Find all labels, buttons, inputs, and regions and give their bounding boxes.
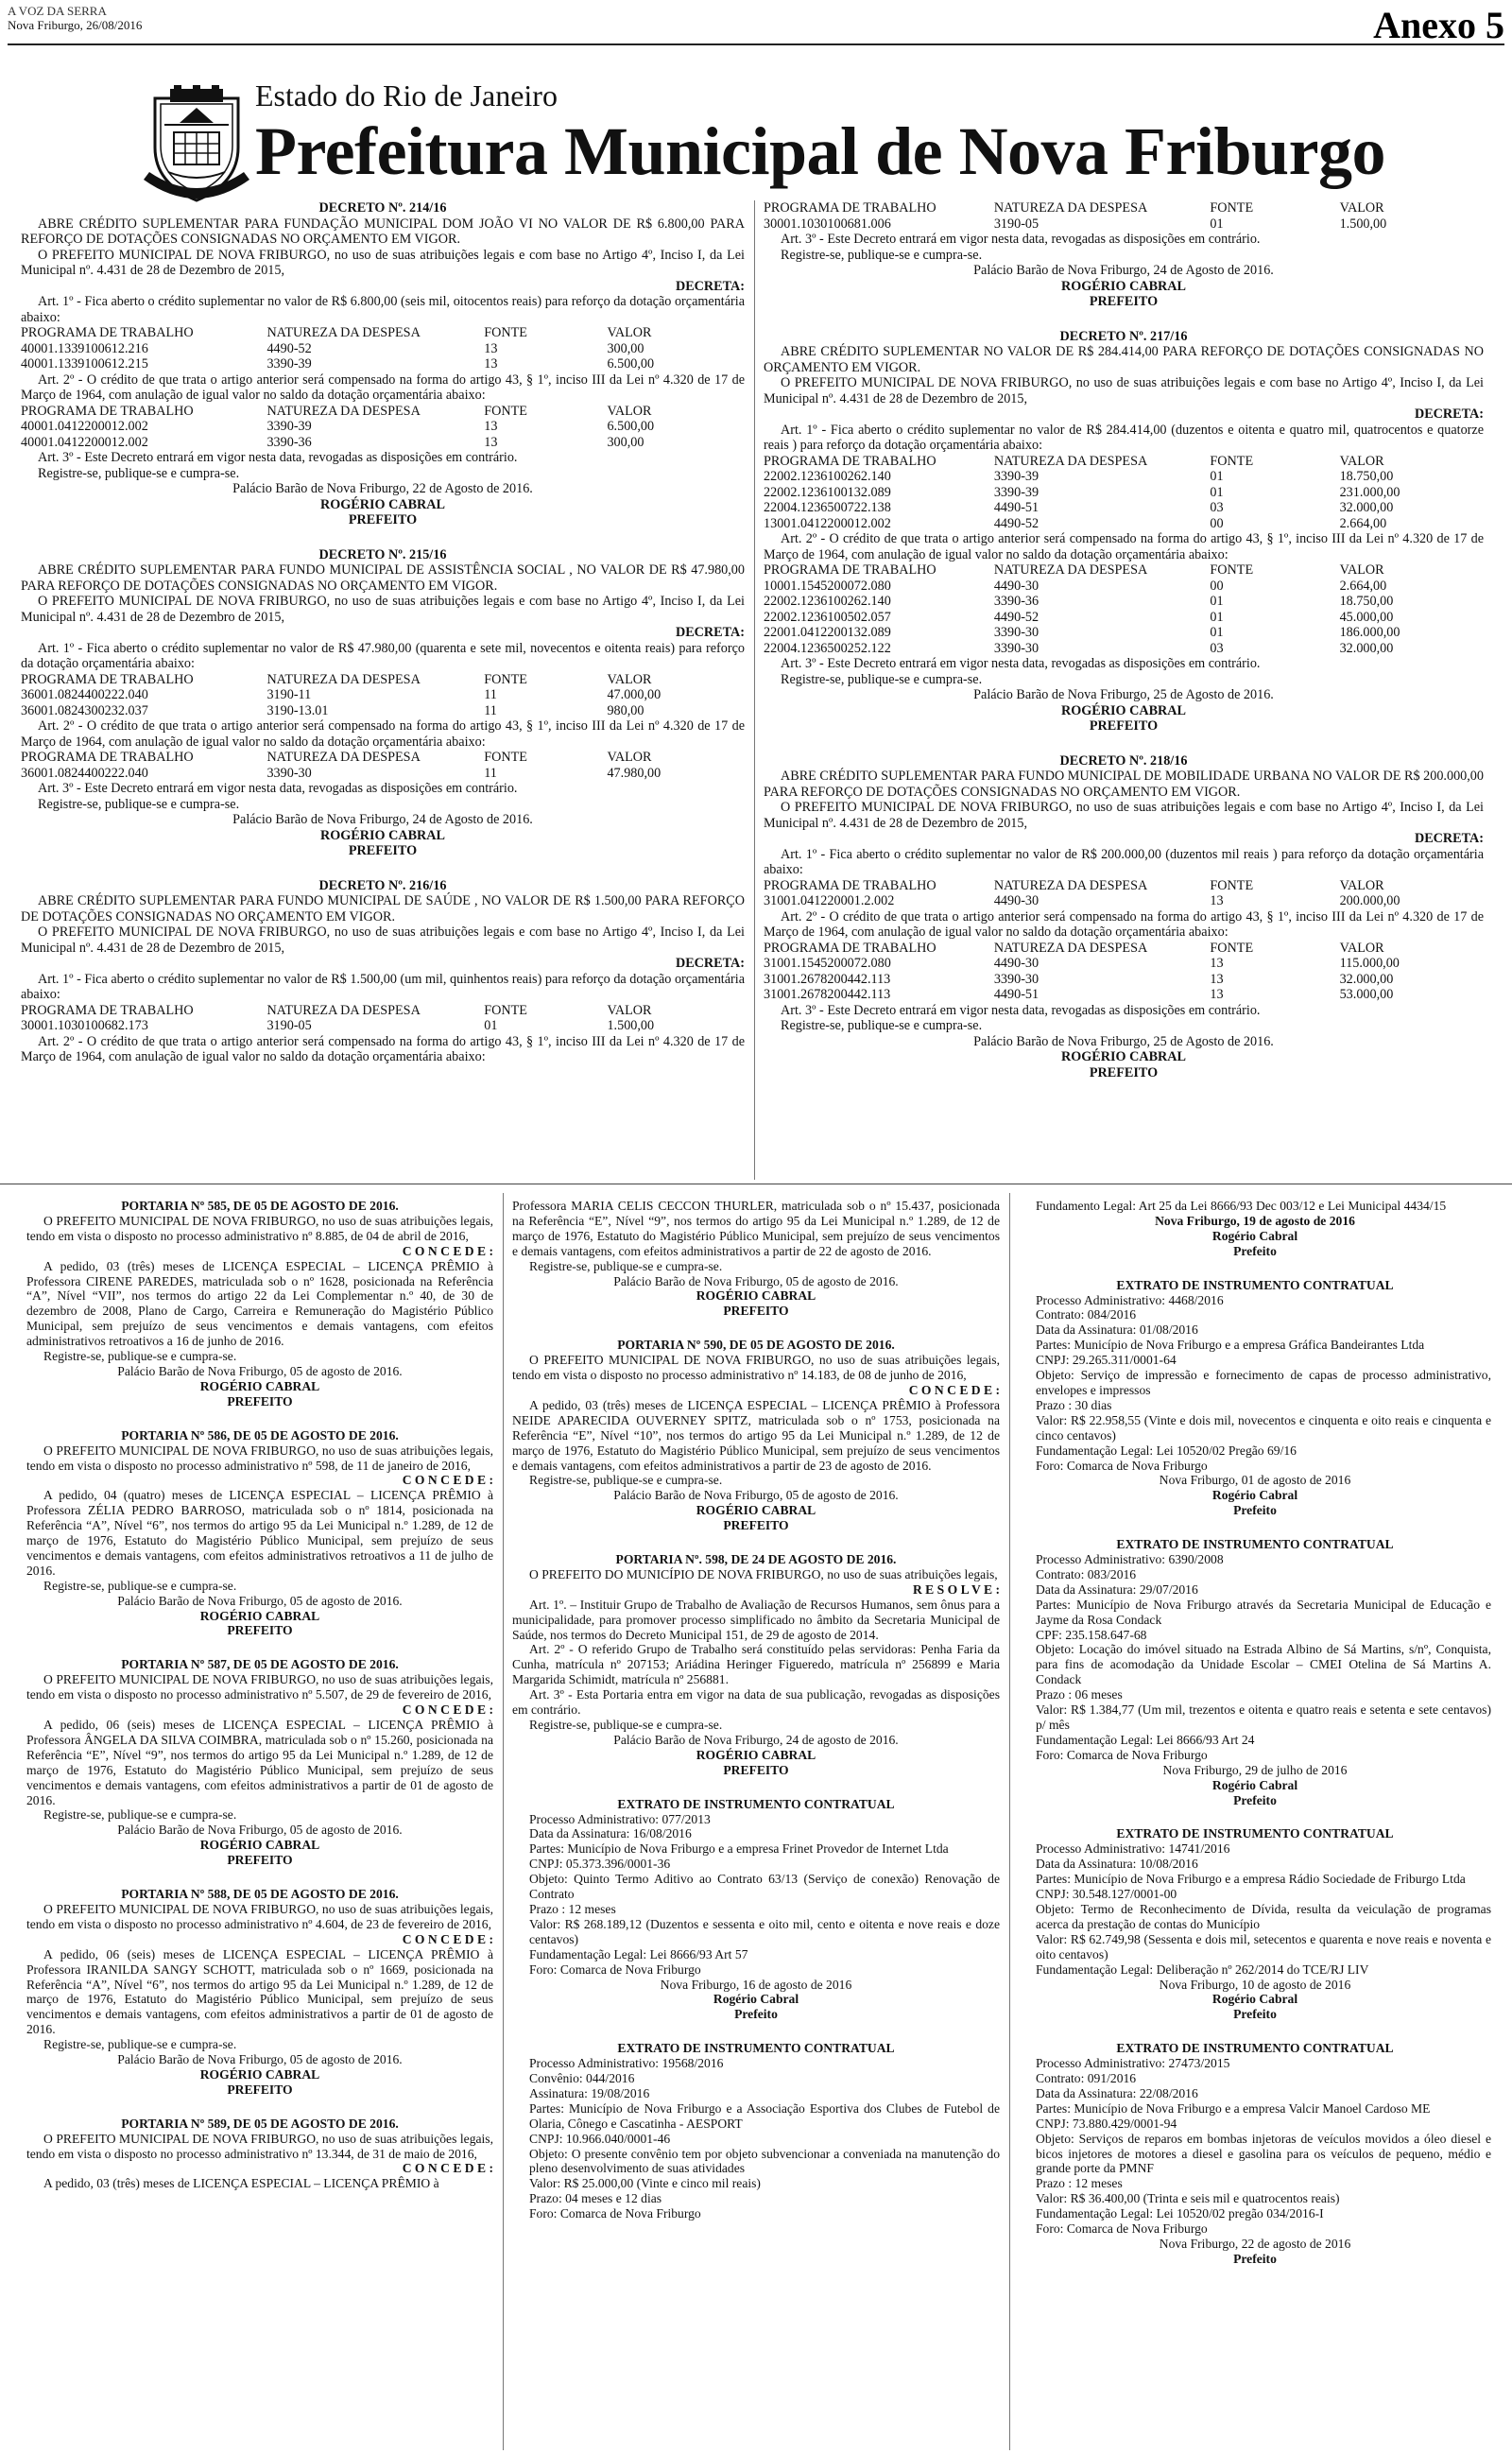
city-hall-title: Prefeitura Municipal de Nova Friburgo (255, 113, 1386, 189)
portaria-588-preamble: O PREFEITO MUNICIPAL DE NOVA FRIBURGO, no uso de suas atribuições legais, tendo em vista o disposto no processo administrativo nº 4.604, de 23 de fevereiro de 2016, (26, 1901, 493, 1931)
table-header: PROGRAMA DE TRABALHO NATUREZA DA DESPESA FONTE VALOR (764, 877, 1384, 893)
table-row: 22002.1236100262.140 3390-36 01 18.750,00 (764, 594, 1394, 609)
registre-line: Registre-se, publique-se e cumpra-se. (43, 1578, 237, 1593)
decree-216-table-2 (764, 200, 1484, 232)
decree-218-table-2 (764, 941, 1484, 1003)
registre-line: Registre-se, publique-se e cumpra-se. (43, 1349, 237, 1364)
signer-name: Rogério Cabral (713, 1992, 799, 2007)
table-header: PROGRAMA DE TRABALHO NATUREZA DA DESPESA FONTE VALOR (764, 562, 1384, 578)
fundamento-legal: Fundamento Legal: Art 25 da Lei 8666/93 Dec 003/12 e Lei Municipal 4434/15 (1036, 1199, 1447, 1213)
signer-name: ROGÉRIO CABRAL (319, 496, 446, 512)
portaria-586-title: PORTARIA Nº 586, DE 05 DE AGOSTO DE 2016. (121, 1427, 399, 1443)
table-header: PROGRAMA DE TRABALHO NATUREZA DA DESPESA FONTE VALOR (764, 200, 1384, 216)
portaria-587-title: PORTARIA Nº 587, DE 05 DE AGOSTO DE 2016. (121, 1657, 399, 1672)
decree-217-art1: Art. 1º - Fica aberto o crédito suplementar no valor de R$ 284.414,00 (duzentos e oitenta e quatro mil, quatrocentos e quatorze reais ) para reforço da dotação orçamentária abaixo: (764, 422, 1484, 453)
signer-name: ROGÉRIO CABRAL (199, 1378, 320, 1393)
portaria-586-body: A pedido, 04 (quatro) meses de LICENÇA ESPECIAL – LICENÇA PRÊMIO à Professora ZÉLIA PEDRO BARROSO, matriculada sob o nº 1814, posicionada na Referência “A”, Nível “6”, nos termos do artigo 95 da Lei Municipal n.º 1.289, de 12 de março de 1976, Estatuto do Magistério Público Municipal, sem prejuízo de seus vencimentos e demais vantagens, com efeitos administrativos retroativos a 11 de julho de 2016. (26, 1488, 493, 1578)
decree-218-date: Palácio Barão de Nova Friburgo, 25 de Agosto de 2016. (973, 1033, 1274, 1049)
signer-name: ROGÉRIO CABRAL (319, 827, 446, 843)
registre-line: Registre-se, publique-se e cumpra-se. (781, 1018, 983, 1033)
portaria-598-title: PORTARIA Nº. 598, DE 24 DE AGOSTO DE 2016. (615, 1552, 897, 1567)
top-bar (8, 4, 1504, 45)
signer-role: PREFEITO (348, 843, 418, 858)
decree-214-title: DECRETO Nº. 214/16 (318, 200, 447, 216)
extract-6-date: Nova Friburgo, 22 de agosto de 2016 (1159, 2237, 1351, 2251)
signer-role: PREFEITO (227, 2082, 293, 2097)
decree-214-art3: Art. 3º - Este Decreto entrará em vigor nesta data, revogadas as disposições em contrário. (38, 450, 518, 465)
signer-role: PREFEITO (227, 1853, 293, 1868)
signer-name: ROGÉRIO CABRAL (199, 1838, 320, 1853)
decree-214-table-1 (21, 325, 745, 372)
decree-215-title: DECRETO Nº. 215/16 (318, 546, 447, 562)
signer-name: Rogério Cabral (1211, 1488, 1298, 1503)
annex-label: Anexo 5 (1373, 4, 1504, 46)
table-header (21, 325, 745, 341)
table-row: 40001.1339100612.216 4490-52 13 300,00 (21, 340, 644, 356)
portaria-589-body: A pedido, 03 (três) meses de LICENÇA ESPECIAL – LICENÇA PRÊMIO à (43, 2176, 439, 2191)
concede-label: C O N C E D E : (402, 1931, 493, 1946)
signer-name: ROGÉRIO CABRAL (696, 1503, 816, 1518)
table-row: 30001.1030100681.006 3190-05 01 1.500,00 (764, 216, 1387, 232)
registre-line: Registre-se, publique-se e cumpra-se. (781, 671, 983, 687)
portaria-590-title: PORTARIA Nº 590, DE 05 DE AGOSTO DE 2016. (617, 1338, 895, 1353)
signer-name: Rogério Cabral (1211, 1992, 1298, 2007)
table-row: 36001.0824300232.037 3190-13.01 11 980,00 (21, 702, 644, 718)
column-divider (1009, 1193, 1010, 2450)
column-divider (754, 200, 755, 1180)
decree-214-ementa: ABRE CRÉDITO SUPLEMENTAR PARA FUNDAÇÃO MUNICIPAL DOM JOÃO VI NO VALOR DE R$ 6.800,00 PARA REFORÇO DE DOTAÇÕES CONSIGNADAS NO ORÇAMENTO EM VIGOR. (21, 216, 745, 247)
decree-218-art3: Art. 3º - Este Decreto entrará em vigor nesta data, revogadas as disposições em contrário. (781, 1002, 1261, 1018)
decree-217-table-2 (764, 562, 1484, 656)
decree-215-table-1 (21, 672, 745, 719)
table-row: 22004.1236500252.122 3390-30 03 32.000,00 (764, 640, 1394, 656)
portaria-587-body: A pedido, 06 (seis) meses de LICENÇA ESPECIAL – LICENÇA PRÊMIO à Professora ÂNGELA DA SILVA COIMBRA, matriculada sob o nº 15.260, posicionada na Referência “E”, Nível “9”, nos termos do artigo 95 da Lei Municipal n.º 1.289, de 12 de março de 1976, Estatuto do Magistério Público Municipal, sem prejuízo de seus vencimentos e demais vantagens, com efeitos administrativos a partir de 01 de agosto de 2016. (26, 1718, 493, 1807)
decree-216-art1: Art. 1º - Fica aberto o crédito suplementar no valor de R$ 1.500,00 (um mil, quinhentos reais) para reforço da dotação orçamentária abaixo: (21, 971, 745, 1002)
portaria-587-date: Palácio Barão de Nova Friburgo, 05 de agosto de 2016. (117, 1823, 403, 1838)
portaria-598-art3: Art. 3º - Esta Portaria entra em vigor na data de sua publicação, revogadas as disposições em contrário. (512, 1687, 1000, 1718)
extract-2-lines: Processo Administrativo: 19568/2016 Convênio: 044/2016 Assinatura: 19/08/2016 Partes: Município de Nova Friburgo e a Associação Esportiva dos Clubes de Futebol de Olaria, Cônego e Cascatinha - AESPORT CNPJ: 10.966.040/0001-46 Objeto: O presente convênio tem por objeto subvencionar a conveniada na manutenção do pleno desenvolvimento de suas atividades Valor: R$ 25.000,00 (Vinte e cinco mil reais) Prazo: 04 meses e 12 dias Foro: Comarca de Nova Friburgo (529, 2056, 1000, 2221)
signer-role: Prefeito (1233, 1243, 1277, 1258)
portaria-585-date: Palácio Barão de Nova Friburgo, 05 de agosto de 2016. (117, 1363, 403, 1378)
col-valor: VALOR (607, 325, 652, 340)
portaria-598-preamble: O PREFEITO DO MUNICÍPIO DE NOVA FRIBURGO, no uso de suas atribuições legais, (529, 1566, 998, 1581)
signer-role: Prefeito (1233, 1503, 1277, 1518)
newspaper-date: Nova Friburgo, 26/08/2016 (8, 18, 143, 32)
table-row: 22002.1236100262.140 3390-39 01 18.750,00 (764, 469, 1394, 484)
decree-214-table-2 (21, 404, 745, 451)
signer-name: ROGÉRIO CABRAL (1060, 702, 1187, 718)
column-divider (503, 1193, 504, 2450)
portaria-589-preamble: O PREFEITO MUNICIPAL DE NOVA FRIBURGO, no uso de suas atribuições legais, tendo em vista o disposto no processo administrativo nº 13.344, de 31 de maio de 2016, (26, 2131, 493, 2161)
decreta-label: DECRETA: (675, 278, 745, 294)
portaria-590-preamble: O PREFEITO MUNICIPAL DE NOVA FRIBURGO, no uso de suas atribuições legais, tendo em vista o disposto no processo administrativo nº 14.183, de 08 de junho de 2016, (512, 1353, 1000, 1383)
decree-216-table-1 (21, 1003, 745, 1034)
col-natureza: NATUREZA DA DESPESA (266, 325, 421, 340)
extract-1-lines: Processo Administrativo: 077/2013 Data da Assinatura: 16/08/2016 Partes: Município de Nova Friburgo e a empresa Frinet Provedor de Internet Ltda CNPJ: 05.373.396/0001-36 Objeto: Quinto Termo Aditivo ao Contrato 63/13 (Serviço de conexão) Renovação de Contrato Prazo : 12 meses Valor: R$ 268.189,12 (Duzentos e sessenta e oito mil, cento e oitenta e nove reais e doze centavos) Fundamentação Legal: Lei 8666/93 Art 57 Foro: Comarca de Nova Friburgo (529, 1811, 1000, 1977)
registre-line: Registre-se, publique-se e cumpra-se. (43, 2037, 237, 2052)
table-row: 10001.1545200072.080 4490-30 00 2.664,00 (764, 578, 1387, 594)
table-header: PROGRAMA DE TRABALHO NATUREZA DA DESPESA FONTE VALOR (764, 940, 1384, 956)
signer-role: PREFEITO (1089, 1064, 1159, 1080)
extract-3-lines: Processo Administrativo: 4468/2016 Contrato: 084/2016 Data da Assinatura: 01/08/2016 Partes: Município de Nova Friburgo e a empresa Gráfica Bandeirantes Ltda CNPJ: 29.265.311/0001-64 Objeto: Serviço de impressão e fornecimento de capas de processo administrativo, envelopes e impressos Prazo : 30 dias Valor: R$ 22.958,55 (Vinte e dois mil, novecentos e cinquenta e oito reais e cinquenta e cinco centavos) Fundamentação Legal: Lei 10520/02 Pregão 69/16 Foro: Comarca de Nova Friburgo (1036, 1292, 1491, 1473)
extract-5-title: EXTRATO DE INSTRUMENTO CONTRATUAL (1116, 1826, 1394, 1841)
decree-215-table-2 (21, 750, 745, 781)
decree-217-table-1 (764, 454, 1484, 532)
table-row: 31001.041220001.2.002 4490-30 13 200.000,00 (764, 893, 1400, 908)
table-header: PROGRAMA DE TRABALHO NATUREZA DA DESPESA FONTE VALOR (21, 403, 652, 419)
extract-4-lines: Processo Administrativo: 6390/2008 Contrato: 083/2016 Data da Assinatura: 29/07/2016 Partes: Município de Nova Friburgo através da Secretaria Municipal de Educação e Jayme da Rosa Condack CPF: 235.158.647-68 Objeto: Locação do imóvel situado na Estrada Albino de Sá Martins, s/nº, Conquista, para fins de acomodação da Unidade Escolar – CMEI Otelina de Sá Martins A. Condack Prazo : 06 meses Valor: R$ 1.384,77 (Um mil, trezentos e oitenta e quatro reais e setenta e sete centavos) p/ mês Fundamentação Legal: Lei 8666/93 Art 24 Foro: Comarca de Nova Friburgo (1036, 1552, 1491, 1762)
table-row: 40001.0412200012.002 3390-39 13 6.500,00 (21, 419, 655, 434)
decree-214-art1: Art. 1º - Fica aberto o crédito suplementar no valor de R$ 6.800,00 (seis mil, oitocentos reais) para reforço da dotação orçamentária abaixo: (21, 294, 745, 325)
decreta-label: DECRETA: (1414, 831, 1484, 846)
table-row: 31001.2678200442.113 3390-30 13 32.000,00 (764, 971, 1394, 987)
signer-name: ROGÉRIO CABRAL (1060, 1049, 1187, 1064)
signer-role: PREFEITO (723, 1518, 789, 1533)
registre-line: Registre-se, publique-se e cumpra-se. (529, 1473, 723, 1488)
extract-6-title: EXTRATO DE INSTRUMENTO CONTRATUAL (1116, 2041, 1394, 2056)
registre-line: Registre-se, publique-se e cumpra-se. (38, 465, 240, 481)
signer-name: ROGÉRIO CABRAL (1060, 278, 1187, 294)
decrees-column-right (764, 200, 1484, 1182)
decree-216-art2: Art. 2º - O crédito de que trata o artigo anterior será compensado na forma do artigo 43, § 1º, inciso III da Lei nº 4.320 de 17 de Março de 1964, com anulação de igual valor no saldo da dotação orçamentária abaixo: (21, 1033, 745, 1064)
decree-215-art3: Art. 3º - Este Decreto entrará em vigor nesta data, revogadas as disposições em contrário. (38, 781, 518, 796)
decrees-column-left (21, 200, 745, 1182)
decree-216-title: DECRETO Nº. 216/16 (318, 877, 447, 893)
portaria-598-art1: Art. 1º. – Instituir Grupo de Trabalho de Avaliação de Recursos Humanos, sem ônus para a municipalidade, para promover processo simplificado no âmbito da Secretaria Municipal de Saúde, nos termos do Decreto Municipal 151, de 29 de agosto de 2014. (512, 1597, 1000, 1642)
portaria-589-continuation: Professora MARIA CELIS CECCON THURLER, matriculada sob o nº 15.437, posicionada na Referência “E”, Nível “9”, nos termos do artigo 95 da Lei Municipal n.º 1.289, de 12 de março de 1976, Estatuto do Magistério Público Municipal, sem prejuízo de seus vencimentos e demais vantagens, com efeitos administrativos a partir de 22 de agosto de 2016. (512, 1199, 1000, 1258)
portaria-585-preamble: O PREFEITO MUNICIPAL DE NOVA FRIBURGO, no uso de suas atribuições legais, tendo em vista o disposto no processo administrativo nº 8.885, de 04 de abril de 2016, (26, 1213, 493, 1243)
extract-3-title: EXTRATO DE INSTRUMENTO CONTRATUAL (1116, 1277, 1394, 1292)
city-crest-icon (142, 85, 251, 208)
table-row: 31001.2678200442.113 4490-51 13 53.000,00 (764, 987, 1394, 1002)
decree-215-preamble: O PREFEITO MUNICIPAL DE NOVA FRIBURGO, no uso de suas atribuições legais e com base no Artigo 4º, Inciso I, da Lei Municipal nº. 4.431 de 28 de Dezembro de 2015, (21, 594, 745, 625)
table-row: 22004.1236500722.138 4490-51 03 32.000,00 (764, 500, 1394, 515)
table-row: 22002.1236100502.057 4490-52 01 45.000,00 (764, 609, 1394, 625)
signer-name: ROGÉRIO CABRAL (199, 1608, 320, 1623)
signer-name: ROGÉRIO CABRAL (696, 1288, 816, 1304)
table-row: 22002.1236100132.089 3390-39 01 231.000,00 (764, 484, 1400, 500)
decree-216-ementa: ABRE CRÉDITO SUPLEMENTAR PARA FUNDO MUNICIPAL DE SAÚDE , NO VALOR DE R$ 1.500,00 PARA REFORÇO DE DOTAÇÕES CONSIGNADAS NO ORÇAMENTO EM VIGOR. (21, 893, 745, 925)
decree-218-art2: Art. 2º - O crédito de que trata o artigo anterior será compensado na forma do artigo 43, § 1º, inciso III da Lei nº 4.320 de 17 de Março de 1964, com anulação de igual valor no saldo da dotação orçamentária abaixo: (764, 908, 1484, 940)
portaria-589-date: Palácio Barão de Nova Friburgo, 05 de agosto de 2016. (613, 1273, 899, 1288)
decree-214-preamble: O PREFEITO MUNICIPAL DE NOVA FRIBURGO, no uso de suas atribuições legais e com base no Artigo 4º, Inciso I, da Lei Municipal nº. 4.431 de 28 de Dezembro de 2015, (21, 247, 745, 278)
decree-215-art1: Art. 1º - Fica aberto o crédito suplementar no valor de R$ 47.980,00 (quarenta e sete mil, novecentos e oitenta reais) para reforço da dotação orçamentária abaixo: (21, 640, 745, 671)
decree-217-title: DECRETO Nº. 217/16 (1059, 328, 1188, 344)
extract-6-lines: Processo Administrativo: 27473/2015 Contrato: 091/2016 Data da Assinatura: 22/08/2016 Partes: Município de Nova Friburgo e a empresa Valcir Manoel Cardoso ME CNPJ: 73.880.429/0001-94 Objeto: Serviços de reparos em bombas injetoras de veículos movidos a óleo diesel e bicos injetores de motores a diesel e gasolina para os veículos de pequeno, médio e grande porte da PMNF Prazo : 12 meses Valor: R$ 36.400,00 (Trinta e seis mil e quatrocentos reais) Fundamentação Legal: Lei 10520/02 pregão 034/2016-I Foro: Comarca de Nova Friburgo (1036, 2056, 1491, 2237)
extract-1-date: Nova Friburgo, 16 de agosto de 2016 (660, 1977, 852, 1992)
decreta-label: DECRETA: (675, 956, 745, 971)
table-row: 40001.1339100612.215 3390-39 13 6.500,00 (21, 356, 655, 372)
signer-role: Prefeito (1233, 2007, 1277, 2022)
concede-label: C O N C E D E : (402, 1243, 493, 1258)
resolve-label: R E S O L V E : (912, 1581, 1000, 1597)
extract-4-date: Nova Friburgo, 29 de julho de 2016 (1162, 1762, 1348, 1777)
col-fonte: FONTE (484, 325, 527, 340)
signer-role: Prefeito (1233, 1792, 1277, 1807)
signer-name: ROGÉRIO CABRAL (696, 1747, 816, 1762)
portaria-588-body: A pedido, 06 (seis) meses de LICENÇA ESPECIAL – LICENÇA PRÊMIO à Professora IRANILDA SANGY SCHOTT, matriculada sob o nº 1669, posicionada na Referência “A”, Nível “6”, nos termos do artigo 95 da Lei Municipal n.º 1.289, de 12 de março de 1976, Estatuto do Magistério Público Municipal, sem prejuízo de seus vencimentos e demais vantagens, com efeitos administrativos a partir de 01 de agosto de 2016. (26, 1946, 493, 2037)
decree-218-ementa: ABRE CRÉDITO SUPLEMENTAR PARA FUNDO MUNICIPAL DE MOBILIDADE URBANA NO VALOR DE R$ 200.000,00 PARA REFORÇO DE DOTAÇÕES CONSIGNADAS NO ORÇAMENTO EM VIGOR. (764, 769, 1484, 800)
registre-line: Registre-se, publique-se e cumpra-se. (43, 1807, 237, 1823)
table-header: PROGRAMA DE TRABALHO NATUREZA DA DESPESA FONTE VALOR (21, 750, 652, 765)
extract-5-date: Nova Friburgo, 10 de agosto de 2016 (1159, 1977, 1351, 1992)
table-row: 30001.1030100682.173 3190-05 01 1.500,00 (21, 1018, 655, 1033)
table-row: 36001.0824400222.040 3190-11 11 47.000,00 (21, 687, 662, 702)
portarias-column-2 (512, 1199, 1000, 2452)
portaria-598-art2: Art. 2º - O referido Grupo de Trabalho será constituído pelas servidoras: Penha Faria da Cunha, matrícula nº 207153; Ariádina Heringer Figueredo, matrícula nº 256899 e Maria Margarida Schimidt, matrícula nº 256881. (512, 1642, 1000, 1687)
decree-215-date: Palácio Barão de Nova Friburgo, 24 de Agosto de 2016. (232, 812, 533, 827)
signer-role: PREFEITO (723, 1762, 789, 1777)
signer-name: Rogério Cabral (1211, 1228, 1298, 1243)
signer-name: ROGÉRIO CABRAL (199, 2066, 320, 2082)
portaria-588-date: Palácio Barão de Nova Friburgo, 05 de agosto de 2016. (117, 2052, 403, 2067)
portaria-586-date: Palácio Barão de Nova Friburgo, 05 de agosto de 2016. (117, 1593, 403, 1608)
signer-role: PREFEITO (348, 512, 418, 527)
extract-2-title: EXTRATO DE INSTRUMENTO CONTRATUAL (617, 2041, 895, 2056)
decree-215-art2: Art. 2º - O crédito de que trata o artigo anterior será compensado na forma do artigo 43, § 1º, inciso III da Lei nº 4.320 de 17 de Março de 1964, com anulação de igual valor no saldo da dotação orçamentária abaixo: (21, 718, 745, 750)
decree-217-art2: Art. 2º - O crédito de que trata o artigo anterior será compensado na forma do artigo 43, § 1º, inciso III da Lei nº 4.320 de 17 de Março de 1964, com anulação de igual valor no saldo da dotação orçamentária abaixo: (764, 531, 1484, 562)
newspaper-info (8, 4, 142, 32)
decree-218-table-1 (764, 878, 1484, 909)
portaria-585-title: PORTARIA Nº 585, DE 05 DE AGOSTO DE 2016. (121, 1199, 399, 1213)
table-row: 36001.0824400222.040 3390-30 11 47.980,00 (21, 765, 662, 781)
registre-line: Registre-se, publique-se e cumpra-se. (529, 1718, 723, 1732)
portaria-586-preamble: O PREFEITO MUNICIPAL DE NOVA FRIBURGO, no uso de suas atribuições legais, tendo em vista o disposto no processo administrativo nº 598, de 11 de janeiro de 2016, (26, 1443, 493, 1473)
portaria-589-title: PORTARIA Nº 589, DE 05 DE AGOSTO DE 2016. (121, 2116, 399, 2131)
portaria-585-body: A pedido, 03 (três) meses de LICENÇA ESPECIAL – LICENÇA PRÊMIO à Professora CIRENE PAREDES, matriculada sob o nº 1628, posicionada na Referência “A”, Nível “VII”, nos termos do artigo 22 da Lei Complementar n.º 40, de 30 de dezembro de 2008, Plano de Cargo, Carreira e Remuneração do Magistério Público Municipal, sem prejuízo de seus vencimentos e demais vantagens, com efeitos administrativos retroativos a 16 de junho de 2016. (26, 1258, 493, 1349)
extract-5-lines: Processo Administrativo: 14741/2016 Data da Assinatura: 10/08/2016 Partes: Município de Nova Friburgo e a empresa Rádio Sociedade de Friburgo Ltda CNPJ: 30.548.127/0001-00 Objeto: Termo de Reconhecimento de Dívida, resulta da veiculação de programas acerca da prestação de contas do Município Valor: R$ 62.749,98 (Sessenta e dois mil, setecentos e quarenta e nove reais e noventa e oito centavos) Fundamentação Legal: Deliberação nº 262/2014 do TCE/RJ LIV (1036, 1841, 1491, 1977)
table-header: PROGRAMA DE TRABALHO NATUREZA DA DESPESA FONTE VALOR (21, 671, 652, 687)
decree-217-ementa: ABRE CRÉDITO SUPLEMENTAR NO VALOR DE R$ 284.414,00 PARA REFORÇO DE DOTAÇÕES CONSIGNADAS NO ORÇAMENTO EM VIGOR. (764, 344, 1484, 375)
signer-role: PREFEITO (227, 1623, 293, 1638)
registre-line: Registre-se, publique-se e cumpra-se. (38, 796, 240, 812)
decree-214-date: Palácio Barão de Nova Friburgo, 22 de Agosto de 2016. (232, 481, 533, 496)
table-row: 13001.0412200012.002 4490-52 00 2.664,00 (764, 515, 1387, 531)
decreta-label: DECRETA: (1414, 406, 1484, 422)
decree-215-ementa: ABRE CRÉDITO SUPLEMENTAR PARA FUNDO MUNICIPAL DE ASSISTÊNCIA SOCIAL , NO VALOR DE R$ 47.980,00 PARA REFORÇO DE DOTAÇÕES CONSIGNADAS NO ORÇAMENTO EM VIGOR. (21, 562, 745, 594)
portaria-598-date: Palácio Barão de Nova Friburgo, 24 de agosto de 2016. (613, 1732, 899, 1747)
signer-role: Prefeito (1233, 2251, 1277, 2266)
signer-role: Prefeito (734, 2007, 778, 2022)
concede-label: C O N C E D E : (402, 1702, 493, 1718)
registre-line: Registre-se, publique-se e cumpra-se. (781, 247, 983, 263)
extract-4-title: EXTRATO DE INSTRUMENTO CONTRATUAL (1116, 1537, 1394, 1552)
signer-role: PREFEITO (227, 1393, 293, 1408)
table-row: 31001.1545200072.080 4490-30 13 115.000,00 (764, 956, 1400, 971)
newspaper-name: A VOZ DA SERRA (8, 4, 107, 18)
table-row: 22001.0412200132.089 3390-30 01 186.000,00 (764, 625, 1400, 640)
decree-216-date: Palácio Barão de Nova Friburgo, 24 de Agosto de 2016. (973, 263, 1274, 278)
state-title: Estado do Rio de Janeiro (255, 78, 558, 112)
table-header: PROGRAMA DE TRABALHO NATUREZA DA DESPESA FONTE VALOR (764, 453, 1384, 469)
signer-role: PREFEITO (1089, 718, 1159, 734)
col-programa: PROGRAMA DE TRABALHO (21, 325, 194, 340)
decree-217-art3: Art. 3º - Este Decreto entrará em vigor nesta data, revogadas as disposições em contrário. (781, 656, 1261, 671)
decree-218-art1: Art. 1º - Fica aberto o crédito suplementar no valor de R$ 200.000,00 (duzentos mil reais ) para reforço da dotação orçamentária abaixo: (764, 846, 1484, 877)
extracts-column-3 (1019, 1199, 1491, 2452)
portarias-column-1 (26, 1199, 493, 2452)
extract-date: Nova Friburgo, 19 de agosto de 2016 (1155, 1213, 1355, 1228)
extract-3-date: Nova Friburgo, 01 de agosto de 2016 (1159, 1473, 1351, 1488)
portaria-588-title: PORTARIA Nº 588, DE 05 DE AGOSTO DE 2016. (121, 1887, 399, 1902)
table-row: 40001.0412200012.002 3390-36 13 300,00 (21, 434, 644, 450)
signer-name: Rogério Cabral (1211, 1777, 1298, 1792)
decree-216-preamble: O PREFEITO MUNICIPAL DE NOVA FRIBURGO, no uso de suas atribuições legais e com base no Artigo 4º, Inciso I, da Lei Municipal nº. 4.431 de 28 de Dezembro de 2015, (21, 925, 745, 956)
decree-217-preamble: O PREFEITO MUNICIPAL DE NOVA FRIBURGO, no uso de suas atribuições legais e com base no Artigo 4º, Inciso I, da Lei Municipal nº. 4.431 de 28 de Dezembro de 2015, (764, 375, 1484, 406)
decree-216-art3: Art. 3º - Este Decreto entrará em vigor nesta data, revogadas as disposições em contrário. (781, 232, 1261, 247)
concede-label: C O N C E D E : (402, 2161, 493, 2176)
table-header: PROGRAMA DE TRABALHO NATUREZA DA DESPESA FONTE VALOR (21, 1002, 652, 1018)
portaria-590-date: Palácio Barão de Nova Friburgo, 05 de agosto de 2016. (613, 1488, 899, 1503)
portaria-590-body: A pedido, 03 (três) meses de LICENÇA ESPECIAL – LICENÇA PRÊMIO à Professora NEIDE APARECIDA OUVERNEY SPITZ, matriculada sob o nº 1753, posicionada na Referência “E”, Nível “10”, nos termos do artigo 95 da Lei Municipal n.º 1.289, de 12 de março de 1976, Estatuto do Magistério Público Municipal, sem prejuízo de seus vencimentos e demais vantagens, com efeitos administrativos a partir de 23 de agosto de 2016. (512, 1397, 1000, 1473)
concede-label: C O N C E D E : (908, 1382, 1000, 1397)
decree-218-preamble: O PREFEITO MUNICIPAL DE NOVA FRIBURGO, no uso de suas atribuições legais e com base no Artigo 4º, Inciso I, da Lei Municipal nº. 4.431 de 28 de Dezembro de 2015, (764, 800, 1484, 831)
decree-217-date: Palácio Barão de Nova Friburgo, 25 de Agosto de 2016. (973, 687, 1274, 702)
concede-label: C O N C E D E : (402, 1473, 493, 1488)
portaria-587-preamble: O PREFEITO MUNICIPAL DE NOVA FRIBURGO, no uso de suas atribuições legais, tendo em vista o disposto no processo administrativo nº 5.507, de 29 de fevereiro de 2016, (26, 1672, 493, 1702)
signer-role: PREFEITO (1089, 294, 1159, 309)
masthead (151, 57, 1386, 189)
registre-line: Registre-se, publique-se e cumpra-se. (529, 1258, 723, 1273)
decreta-label: DECRETA: (675, 625, 745, 640)
decree-218-title: DECRETO Nº. 218/16 (1059, 752, 1188, 769)
signer-role: PREFEITO (723, 1304, 789, 1319)
extract-1-title: EXTRATO DE INSTRUMENTO CONTRATUAL (617, 1796, 895, 1811)
decree-214-art2: Art. 2º - O crédito de que trata o artigo anterior será compensado na forma do artigo 43, § 1º, inciso III da Lei nº 4.320 de 17 de Março de 1964, com anulação de igual valor no saldo da dotação orçamentária abaixo: (21, 372, 745, 403)
